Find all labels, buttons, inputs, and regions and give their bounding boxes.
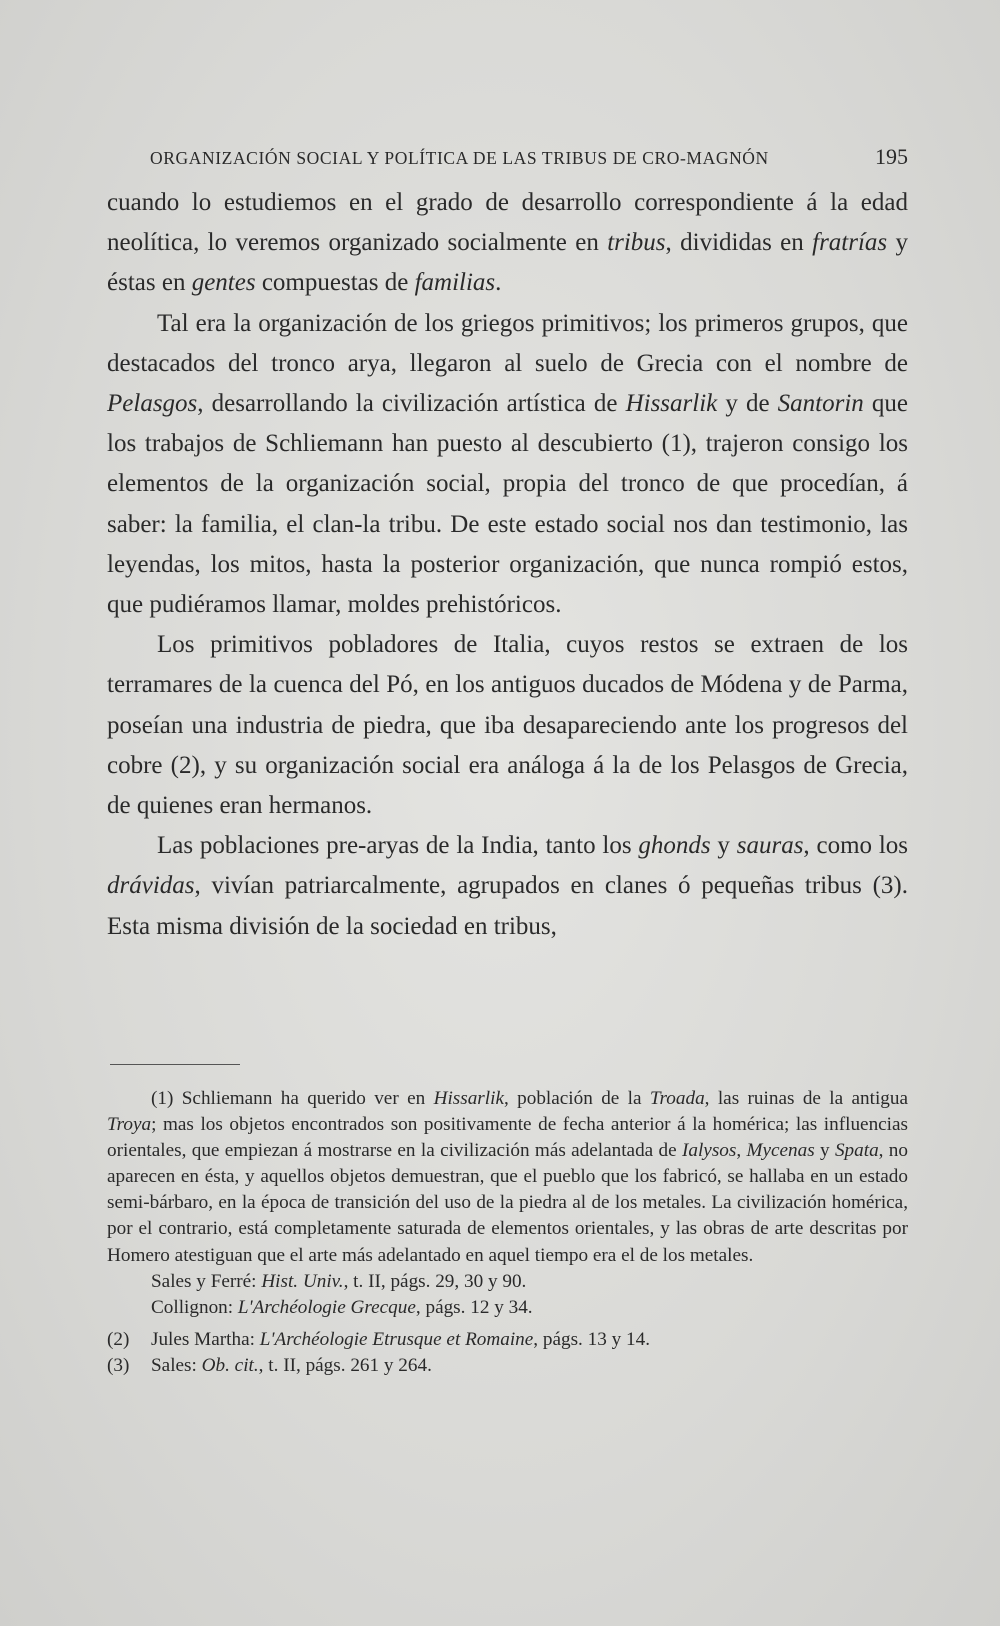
text-run: , como los (803, 832, 909, 860)
text-run: , (736, 1140, 747, 1162)
italic-term: Pelasgos (107, 390, 198, 418)
italic-term: gentes (191, 269, 256, 297)
italic-term: drávidas (107, 872, 195, 900)
paragraph-2 (107, 304, 908, 626)
paragraph-3: Los primitivos pobladores de Italia, cuyos restos se extraen de los terramares de la cuenca del Pó, en los antiguos ducados de Módena y de Parma, poseían una industria de piedra, que iba desapareciendo ante los progresos del cobre (2), y su organización social era análoga á la de los Pelasgos de Grecia, de quienes eran hermanos. (107, 631, 908, 820)
text-run: ; mas los objetos encontrados son positivamente de fecha anterior á la homérica; las influencias orientales, que empiezan á mostrarse en la civilización más adelantada de (107, 1114, 908, 1162)
text-run: y éstas en (107, 229, 909, 297)
footnote-3 (107, 1353, 908, 1379)
text-run: Jules Martha: (151, 1328, 260, 1350)
italic-term: L'Archéologie Etrusque et Romaine (259, 1328, 534, 1350)
text-run: , págs. 13 y 14. (533, 1328, 650, 1350)
italic-term: Hissarlik (625, 390, 718, 418)
footnote-mark: (3) (107, 1354, 130, 1376)
text-run: , t. II, págs. 261 y 264. (258, 1354, 432, 1376)
paragraph-4 (107, 826, 908, 947)
italic-term: Troya (107, 1114, 152, 1136)
text-run: , t. II, págs. 29, 30 y 90. (343, 1270, 527, 1292)
italic-term: Ob. cit. (201, 1354, 259, 1376)
text-run: , desarrollando la civilización artística de (197, 390, 626, 418)
text-run: cuando lo estudiemos en el grado de desarrollo correspondiente á la edad neolítica, lo veremos organizado socialmente en (107, 189, 908, 257)
text-run: y (710, 832, 737, 860)
footnote-mark: (1) (151, 1088, 174, 1109)
italic-term: Spata (834, 1140, 879, 1162)
italic-term: familias (414, 269, 496, 297)
text-run: , divididas en (665, 229, 813, 257)
italic-term: fratrías (812, 229, 888, 257)
text-run: Collignon: (151, 1296, 238, 1318)
text-run: Sales: (151, 1354, 202, 1376)
text-run: Schliemann ha querido ver en (173, 1088, 434, 1109)
text-run: Las poblaciones pre-aryas de la India, tanto los (157, 832, 639, 860)
reference-sales (107, 1269, 908, 1295)
text-run: y (814, 1140, 835, 1162)
text-run: . (495, 269, 502, 297)
italic-term: ghonds (638, 832, 711, 860)
text-run: y de (717, 390, 778, 418)
text-run: Sales y Ferré: (151, 1270, 262, 1292)
italic-term: Troada (649, 1088, 705, 1109)
italic-term: Mycenas (746, 1140, 815, 1162)
footnote-1 (107, 1086, 908, 1269)
text-run: , vivían patriarcalmente, agrupados en clanes ó pequeñas tribus (3). Esta misma división de la sociedad en tribus, (107, 872, 908, 940)
italic-term: Hist. Univ. (261, 1270, 344, 1292)
main-text (107, 183, 908, 947)
italic-term: sauras (736, 832, 804, 860)
text-run: , págs. 12 y 34. (415, 1296, 533, 1318)
italic-term: L'Archéologie Grecque (237, 1296, 416, 1318)
text-run: , no aparecen en ésta, y aquellos objetos demuestran, que el pueblo que los fabricó, se hallaba en un estado semi-bárbaro, en la época de transición del uso de la piedra al de los metales. La civilización homérica, por el contrario, está completamente saturada de elementos orientales, y las obras de arte descritas por Homero atestiguan que el arte más adelantado en aquel tiempo era el de los metales. (107, 1140, 908, 1266)
text-run: que los trabajos de Schliemann han puesto al descubierto (1), trajeron consigo los elementos de la organización social, propia del tronco de que procedían, á saber: la familia, el clan-la tribu. De este estado social nos dan testimonio, las leyendas, los mitos, hasta la posterior organización, que nunca rompió estos, que pudiéramos llamar, moldes prehistóricos. (107, 390, 908, 619)
italic-term: tribus (607, 229, 666, 257)
footnotes (107, 1086, 908, 1379)
reference-collignon (107, 1295, 908, 1321)
text-run: , las ruinas de la antigua (704, 1088, 909, 1109)
paragraph-1 (107, 183, 908, 304)
running-title: ORGANIZACIÓN SOCIAL Y POLÍTICA DE LAS TRIBUS DE CRO-MAGNÓN (150, 148, 769, 168)
italic-term: Santorin (777, 390, 864, 418)
text-run: Tal era la organización de los griegos primitivos; los primeros grupos, que destacados del tronco arya, llegaron al suelo de Grecia con el nombre de (107, 309, 908, 377)
italic-term: Hissarlik (433, 1088, 504, 1109)
text-run: compuestas de (255, 269, 415, 297)
italic-term: Ialysos (681, 1140, 737, 1162)
footnote-2 (107, 1327, 908, 1353)
page-number: 195 (875, 144, 908, 169)
running-header (150, 144, 908, 170)
footnote-divider (110, 1064, 240, 1065)
footnote-mark: (2) (107, 1328, 130, 1350)
text-run: , población de la (503, 1088, 650, 1109)
